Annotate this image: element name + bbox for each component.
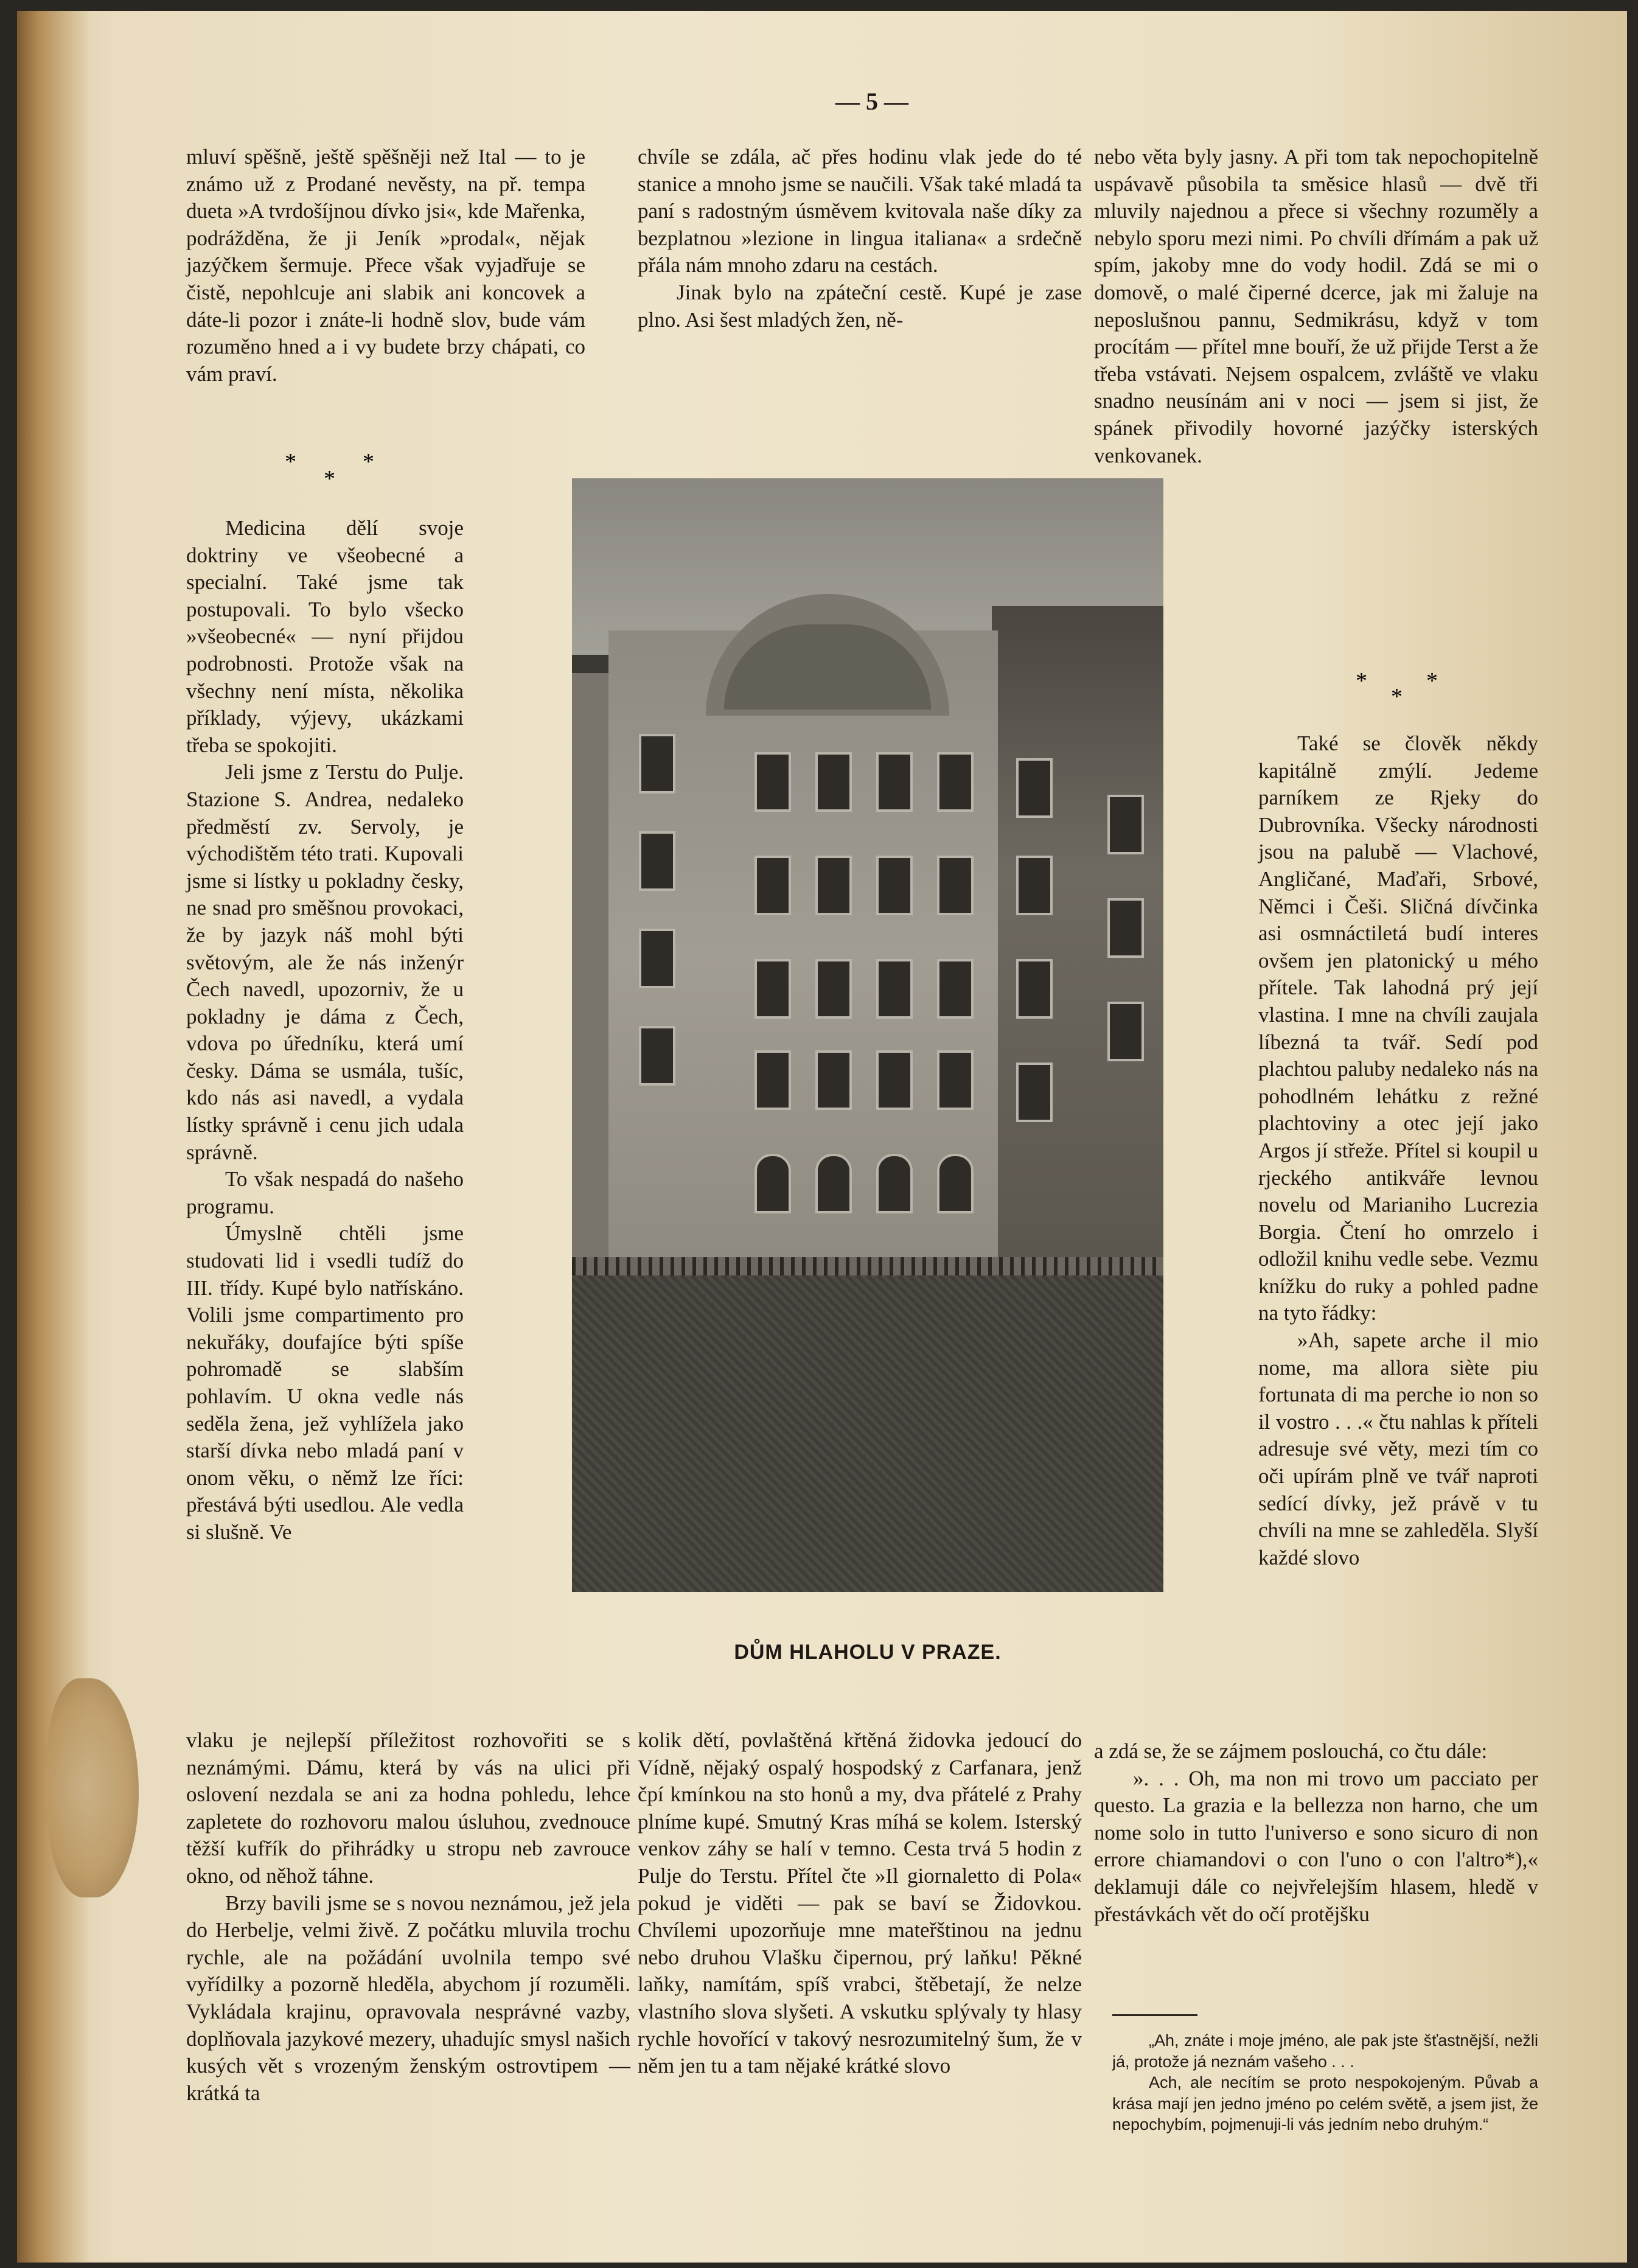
col1-bottom-paragraph: Brzy bavili jsme se s novou neznámou, jež jela do Herbelje, velmi živě. Z počátku mluvila trochu rychle, ale na požádání uvolnila tempo své vyřídilky a pozorně hleděla, abychom jí rozuměli. Vykládala krajinu, opravovala nesprávné vazby, doplňovala jazykové mezery, uhadujíc smysl našich kusých vět s vrozeným ženským ostrovtipem — krátká ta <box>186 1891 630 2105</box>
page <box>17 11 1627 2263</box>
paper-tear-stain <box>47 1678 139 1897</box>
star-left: * <box>285 449 296 475</box>
col2-top-paragraph: Jinak bylo na zpáteční cestě. Kupé je zase plno. Asi šest mladých žen, ně- <box>638 280 1082 332</box>
column-3-top <box>1094 144 1538 469</box>
col1-paragraph: Úmyslně chtěli jsme studovati lid i vsedli tudíž do III. třídy. Kupé bylo natřískáno. Volili jsme compartimento pro nekuřáky, doufajíce býti spíše pohromadě se slabším pohlavím. U okna vedle nás seděla žena, jež vyhlížela jako starší dívka nebo mladá paní v onom věku, o němž lze říci: přestává býti usedlou. Ale vedla si slušně. Ve <box>186 1221 464 1544</box>
column-1-bottom <box>186 1727 630 2107</box>
column-2-bottom <box>638 1727 1082 2080</box>
col3-bottom-paragraph: ». . . Oh, ma non mi trovo um pacciato per questo. La grazia e la bellezza non harno, che um nome solo in tutto l'universo e sono sicuro di non errore chiamandovi o con l'uno o con l'altro*),« deklamuji dále co nejvřelejším hlasem, hledě v přestávkách vět do očí protějšku <box>1094 1766 1538 1926</box>
column-1 <box>186 144 585 388</box>
page-number: — 5 — <box>835 88 908 115</box>
star-left: * <box>1356 668 1367 694</box>
col3-top-paragraph: nebo věta byly jasny. A při tom tak nepochopitelně uspávavě působila ta směsice hlasů — dvě tři mluvily najednou a přece si všechny rozuměly a nebylo sporu mezi nimi. Po chvíli dřímám a pak už spím, jakoby mne do vody hodil. Zdá se mi o domově, o malé čiperné dcerce, jak mi žaluje na neposlušnou pannu, Sedmikrásu, když v tom procítám — přítel mne bouří, že už přijde Terst a že třeba vstávati. Nejsem ospalcem, zvláště ve vlaku snadno neusínám ani v noci — jsem si jist, že spánek přivodily hovorné jazýčky isterských venkovanek. <box>1094 145 1538 467</box>
col1-paragraph: To však nespadá do našeho programu. <box>186 1167 464 1218</box>
footnote-paragraph: „Ah, znáte i moje jméno, ale pak jste šťastnější, nežli já, protože já neznám vašeho . . . <box>1112 2031 1538 2071</box>
col3-bottom-paragraph: a zdá se, že se zájmem poslouchá, co čtu dále: <box>1094 1739 1488 1763</box>
footnotes <box>1112 2030 1538 2135</box>
column-2-top <box>638 144 1082 333</box>
col3-paragraph: »Ah, sapete arche il mio nome, ma allora siète piu fortunata di ma perche io non so il vostro . . .« čtu nahlas k příteli adresuje své věty, mezi tím co oči upírám plně ve tvář naproti sedící dívky, jež právě v tu chvíli na mne se zahleděla. Slyší každé slovo <box>1258 1328 1538 1569</box>
col3-paragraph: Také se člověk někdy kapitálně zmýlí. Jedeme parníkem ze Rjeky do Dubrovníka. Všecky národnosti jsou na palubě — Vlachové, Angličané, Maďaři, Srbové, Němci i Češi. Sličná dívčinka asi osmnáctiletá budí interes ovšem jen platonický u mého přítele. Tak lahodná prý její vlastina. I mne na chvíli zaujala líbezná ta tvář. Sedí pod plachtou paluby nedaleko nás na pohodlném lehátku z režné plachtoviny a otec její jako Argos jí střeže. Přítel si koupil u rjeckého antikváře levnou novelu od Marianiho Lucrezia Borgia. Čtení ho omrzelo i odložil knihu vedle sebe. Vezmu knížku do ruky a pohled padne na tyto řádky: <box>1258 731 1538 1325</box>
star-mid: * <box>1391 684 1403 710</box>
column-1-narrow <box>186 515 464 1546</box>
star-mid: * <box>324 466 335 492</box>
col1-paragraph: Jeli jsme z Terstu do Pulje. Stazione S. Andrea, nedaleko předměstí zv. Servoly, je východištěm této trati. Kupovali jsme si lístky u pokladny česky, ne snad pro směšnou provokaci, že by jazyk náš mohl býti světovým, ale že nás inženýr Čech navedl, upozorniv, že u pokladny je dáma z Čech, vdova po úředníku, která umí česky. Dáma se usmála, tušíc, kdo nás asi navedl, a vydala lístky správně i cenu jich udala správně. <box>186 760 464 1164</box>
column-3-bottom <box>1094 1738 1538 1928</box>
col2-bottom-paragraph: kolik dětí, povlaštěná křtěná židovka jedoucí do Vídně, nějaký ospalý hospodský z Carfanara, jenž čpí kmínkou na sto honů a my, dva přátelé z Prahy plníme kupé. Smutný Kras míhá se kolem. Isterský venkov záhy se halí v temno. Cesta trvá 5 hodin z Pulje do Terstu. Přítel čte »Il giornaletto di Pola« pokud je viděti — pak se baví se Židovkou. Chvílemi upozorňuje mne mateřštinou na jednu nebo druhou Vlašku čipernou, prý laňku! Pěkné laňky, namítám, spíš vrabci, štěbetají, že nelze vlastního slova slyšeti. A vskutku splývaly ty hlasy rychle hovořící v takový nesrozumitelný šum, že v něm jen tu a tam nějaké krátké slovo <box>638 1728 1082 2078</box>
column-3-narrow <box>1258 730 1538 1571</box>
col2-top-paragraph: chvíle se zdála, ač přes hodinu vlak jede do té stanice a mnoho jsme se naučili. Však také mladá ta paní s radostným úsměvem kvitovala naše díky za bezplatnou »lezione in lingua italiana« a srdečně přála nám mnoho zdaru na cestách. <box>638 145 1082 277</box>
photo-caption: DŮM HLAHOLU V PRAZE. <box>734 1641 1002 1664</box>
footnote-paragraph: Ach, ale necítím se proto nespokojeným. Půvab a krása mají jen jedno jméno po celém světě, a jsem jist, že nepochybím, pojmenuji-li vás jedním nebo druhým.“ <box>1112 2073 1538 2134</box>
star-right: * <box>1426 668 1438 694</box>
building-photo <box>572 478 1163 1592</box>
col1-bottom-paragraph: vlaku je nejlepší příležitost rozhovořiti se s neznámými. Dámu, která by vás na ulici při oslovení nezdala se ani za hodna pohledu, lehce zapletete do rozhovoru malou úsluhou, zvednouce těžší kufřík do přihrádky u stropu neb zavrouce okno, od něhož táhne. <box>186 1728 630 1888</box>
footnote-rule <box>1112 2014 1197 2016</box>
col1-top-paragraph: mluví spěšně, ještě spěšněji než Ital — to je známo už z Prodané nevěsty, na př. tempa dueta »A tvrdošíjnou dívko jsi«, kde Mařenka, podrážděna, že ji Jeník »prodal«, nějak jazýčkem šermuje. Přece však vyjadřuje se čistě, nepohlcuje ani slabik ani koncovek a dáte-li pozor i znáte-li hodně slov, bude vám rozuměno hned a i vy budete brzy chápati, co vám praví. <box>186 145 585 386</box>
col1-paragraph: Medicina dělí svoje doktriny ve všeobecné a specialní. Také jsme tak postupovali. To bylo všecko »všeobecné« — nyní přijdou podrobnosti. Protože však na všechny není místa, několika příklady, výjevy, ukázkami třeba se spokojiti. <box>186 516 464 757</box>
book-spine-shadow <box>17 11 90 2263</box>
star-right: * <box>363 449 374 475</box>
